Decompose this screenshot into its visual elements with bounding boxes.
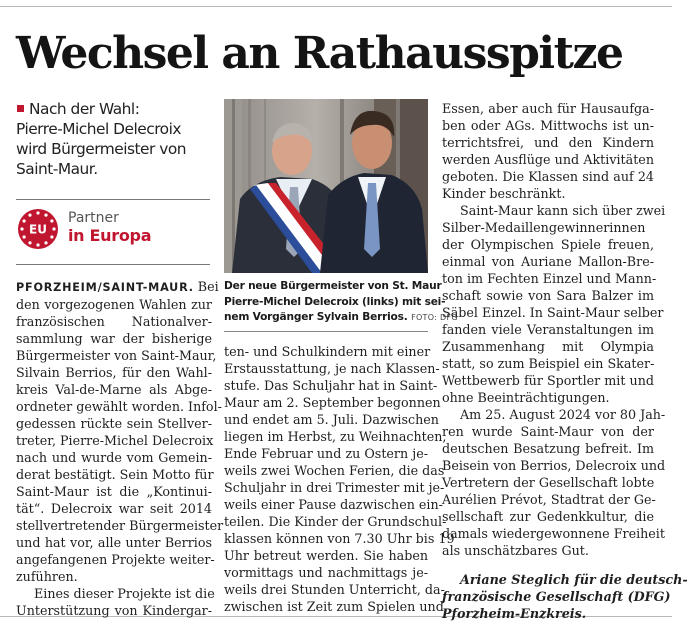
teaser [16, 99, 216, 179]
eu-stars-logo-icon [17, 208, 59, 250]
text-line: schaft sowie von Sara Balzer im [442, 288, 654, 303]
text-line: und hat vor, alle unter Berrios [16, 535, 212, 550]
caption-line: Pierre-Michel Delecroix (links) mit sei- [224, 295, 446, 308]
text-line: Kinder beschränkt. [442, 186, 566, 201]
text-line: Essen, aber auch für Hausaufga- [442, 101, 654, 116]
text-line: Am 25. August 2024 vor 80 Jah- [460, 407, 666, 422]
text-line: Uhr betreut werden. Sie haben [224, 548, 428, 563]
text-line: liegen im Herbst, zu Weihnachten, [224, 429, 447, 444]
headline: Wechsel an Rathausspitze [16, 28, 623, 79]
partner-label: Partner [68, 210, 119, 226]
dateline: PFORZHEIM/SAINT-MAUR. [16, 281, 194, 294]
text-line: Saint-Maur ist die „Kontinui- [16, 484, 212, 499]
text-line: kreis Val-de-Marne als Abge- [16, 382, 212, 397]
text-line: terrichtsfrei, und den Kindern [442, 135, 654, 150]
text-line: deutschen Besatzung befreit. Im [442, 441, 654, 456]
text-line: fanden viele Veranstaltungen im [442, 322, 654, 337]
text-line: Aurélien Prévot, Stadtrat der Ge- [442, 492, 656, 507]
photo-credit: FOTO: DFG [411, 313, 458, 322]
teaser-line: Nach der Wahl: [29, 100, 140, 118]
teaser-line: wird Bürgermeister von [16, 140, 187, 158]
signature-line: französische Gesellschaft (DFG) [442, 589, 671, 604]
text-line [16, 278, 219, 296]
caption-line: nem Vorgänger Sylvain Berrios. [224, 311, 408, 323]
signature-line: Ariane Steglich für die deutsch- [460, 572, 688, 587]
text-line: ordneter gewählt worden. Infol- [16, 399, 222, 414]
text-line: weils zwei Wochen Ferien, die das [224, 463, 445, 478]
text-line: den vorgezogenen Wahlen zur [16, 297, 212, 312]
divider [16, 264, 210, 265]
eu-badge-text: EU [29, 222, 47, 237]
text-line: teilen. Die Kinder der Grundschul- [224, 514, 447, 529]
text-line: Silvain Berrios, für den Wahl- [16, 365, 212, 380]
text-line: stufe. Das Schuljahr hat in Saint- [224, 378, 438, 393]
text-line: damals wiedergewonnene Freiheit [442, 526, 665, 541]
text-line: stellvertretender Bürgermeister [16, 518, 224, 533]
text-line: ohne Beeinträchtigungen. [442, 390, 610, 405]
text-line: Eines dieser Projekte ist die [34, 586, 215, 601]
photo-two-men-image [224, 99, 428, 273]
caption-divider [224, 331, 428, 332]
text-line: treter, Pierre-Michel Delecroix [16, 433, 214, 448]
text-line: Säbel Einzel. In Saint-Maur selber [442, 305, 664, 320]
spacer [442, 559, 654, 571]
teaser-line: Saint-Maur. [16, 160, 98, 178]
text-line: nach und wurde vom Gemein- [16, 450, 212, 465]
teaser-line: Pierre-Michel Delecroix [16, 120, 181, 138]
article-photo [224, 99, 428, 273]
article-column-2 [224, 343, 455, 615]
text-line: sammlung war der bisherige [16, 331, 212, 346]
text-span: Bei [197, 279, 219, 294]
text-line: der Olympischen Spiele freuen, [442, 237, 654, 252]
article-column-3 [442, 100, 688, 622]
divider [16, 199, 210, 200]
caption-line: Der neue Bürgermeister von St. Maur [224, 280, 442, 292]
in-europa-label: in Europa [68, 226, 152, 245]
text-line: tät“. Delecroix war seit 2014 [16, 501, 212, 516]
text-line: ren wurde Saint-Maur von der [442, 424, 654, 439]
text-line: Silber-Medaillengewinnerinnen [442, 220, 646, 235]
text-line: als unschätzbares Gut. [442, 543, 589, 558]
text-line: zwischen ist Zeit zum Spielen und [224, 599, 444, 614]
text-line: und endet am 5. Juli. Dazwischen [224, 412, 439, 427]
text-line: französischen Nationalver- [16, 314, 212, 329]
text-line: vormittags und nachmittags je- [224, 565, 428, 580]
text-line: derat bestätigt. Sein Motto für [16, 467, 214, 482]
text-line: Wettbewerb für Sportler mit und [442, 373, 654, 388]
text-line: statt, so zum Beispiel ein Skater- [442, 356, 655, 371]
teaser-text [16, 99, 216, 119]
text-line: Vertretern der Gesellschaft lobte [442, 475, 655, 490]
text-line: ten- und Schulkindern mit einer [224, 344, 431, 359]
text-line: einmal von Auriane Mallon-Bre- [442, 254, 654, 269]
text-line: Bürgermeister von Saint-Maur, [16, 348, 217, 363]
top-rule [0, 6, 672, 7]
text-line: Maur am 2. September begonnen [224, 395, 441, 410]
text-line: Unterstützung von Kindergar- [16, 603, 212, 618]
photo-caption [224, 279, 458, 326]
red-square-bullet-icon [17, 105, 24, 112]
text-line: werden Ausflüge und Aktivitäten [442, 152, 654, 167]
text-line: klassen können von 7.30 Uhr bis 19 [224, 531, 455, 546]
text-line: Saint-Maur kann sich über zwei [460, 203, 666, 218]
signature-line: Pforzheim-Enzkreis. [442, 606, 587, 621]
text-line: Zusammenhang mit Olympia [442, 339, 654, 354]
text-line: gedessen rückte sein Stellver- [16, 416, 212, 431]
text-line: weils einer Pause dazwischen ein- [224, 497, 443, 512]
text-line: sellschaft zur Gedenkkultur, die [442, 509, 654, 524]
text-line: Ende Februar und zu Ostern je- [224, 446, 428, 461]
text-line: ben oder AGs. Mittwochs ist un- [442, 118, 654, 133]
text-line: geboten. Die Klassen sind auf 24 [442, 169, 654, 184]
text-line: Schuljahr in drei Trimester mit je- [224, 480, 445, 495]
text-line: Erstausstattung, je nach Klassen- [224, 361, 440, 376]
text-line: zuführen. [16, 569, 78, 584]
article-column-1 [16, 278, 224, 619]
text-line: weils drei Stunden Unterricht, da- [224, 582, 445, 597]
text-line: ton im Fechten Einzel und Mann- [442, 271, 657, 286]
text-line: angefangenen Projekte weiter- [16, 552, 215, 567]
text-line: Beisein von Berrios, Delecroix und [442, 458, 666, 473]
